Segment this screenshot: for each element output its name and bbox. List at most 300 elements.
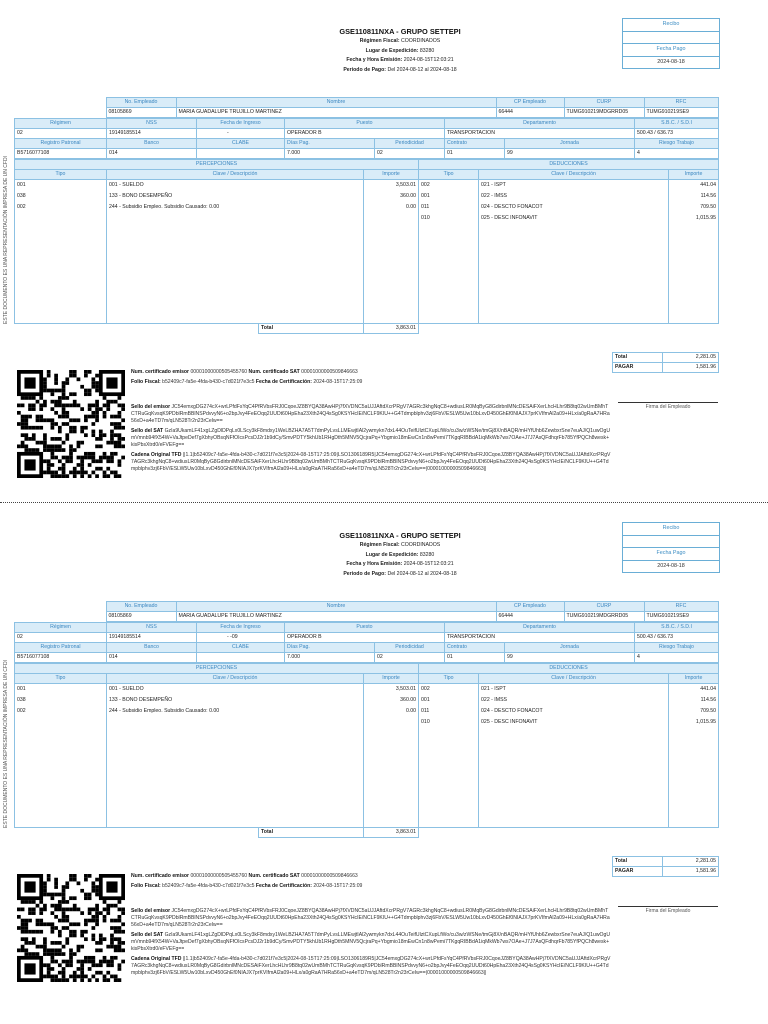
- company-title: GSE110811NXA - GRUPO SETTEPI: [339, 531, 461, 540]
- qr-module: [99, 407, 103, 411]
- qr-module: [54, 374, 58, 378]
- qr-module: [43, 441, 47, 445]
- qr-module: [103, 956, 107, 960]
- qr-module: [114, 433, 118, 437]
- qr-module: [118, 404, 122, 408]
- qr-module: [69, 952, 73, 956]
- qr-module: [88, 452, 92, 456]
- qr-module: [21, 900, 25, 904]
- qr-module: [91, 915, 95, 919]
- qr-module: [51, 437, 55, 441]
- qr-module: [88, 956, 92, 960]
- qr-module: [103, 908, 107, 912]
- qr-module: [54, 404, 58, 408]
- qr-module: [39, 919, 43, 923]
- qr-module: [24, 937, 28, 941]
- qr-module: [88, 474, 92, 478]
- list-item: 360.00: [400, 193, 417, 199]
- qr-module: [114, 945, 118, 949]
- qr-module: [47, 471, 51, 475]
- qr-module: [65, 396, 69, 400]
- qr-module: [80, 930, 84, 934]
- qr-module: [36, 415, 40, 419]
- qr-module: [62, 885, 66, 889]
- receipt-copy-2: [0, 504, 768, 1004]
- qr-module: [91, 456, 95, 460]
- qr-module: [91, 433, 95, 437]
- qr-module: [84, 919, 88, 923]
- qr-module: [106, 456, 110, 460]
- qr-module: [54, 422, 58, 426]
- qr-module: [58, 908, 62, 912]
- qr-module: [103, 404, 107, 408]
- qr-module: [80, 945, 84, 949]
- qr-module: [91, 885, 95, 889]
- cadena-original: ||1.1|b52409c7-fa5e-4fda-b430-c7d021f7e3c5|2024-08-15T17:25:09|LSO1306189R5|JC54emxgDG274cX+wrLPfdFsYqC4PfRVbsFRJ0CqoeJZ8BYQA38AwHPj7fXVDNC5aUJJAftdXcrPRgV7AGRc3khgNqC8+wdiusLR0MqByG8GdirbnlMNcDESAiFXerLhcHLhr9B8tq02wUmBMhTCTRuGqKvsqK9PDblRmBBlNSPdvvyN6+o2bpJvy4FeEOqq2UUDt60HpEha23Xth24Q4sSg0KSYHcIE/NCLF9KIU++G4Tdmpblphv3zj6FbV/ESLW5Uw10bLxvD450GhEf0NIAJX7prKVIfmAl2a09+HLx/a0gRaA7HRa56xD+a4eTD7m/qLN528Tr2n23rCeIw==|00001000000509846663||: [131, 956, 611, 976]
- qr-module: [65, 474, 69, 478]
- qr-module: [58, 893, 62, 897]
- qr-finder: [24, 881, 35, 892]
- qr-module: [54, 878, 58, 882]
- qr-module: [21, 948, 25, 952]
- qr-module: [88, 967, 92, 971]
- qr-module: [43, 952, 47, 956]
- qr-module: [39, 922, 43, 926]
- qr-module: [118, 948, 122, 952]
- qr-module: [28, 952, 32, 956]
- qr-module: [28, 396, 32, 400]
- qr-module: [24, 448, 28, 452]
- qr-module: [114, 441, 118, 445]
- qr-module: [65, 881, 69, 885]
- qr-module: [21, 441, 25, 445]
- qr-module: [110, 937, 114, 941]
- qr-module: [47, 444, 51, 448]
- qr-module: [47, 374, 51, 378]
- qr-module: [62, 893, 66, 897]
- qr-module: [43, 881, 47, 885]
- qr-module: [39, 441, 43, 445]
- list-item: 002: [421, 686, 430, 692]
- qr-module: [24, 900, 28, 904]
- qr-module: [69, 392, 73, 396]
- qr-module: [43, 885, 47, 889]
- list-item: 001: [17, 686, 26, 692]
- qr-module: [62, 456, 66, 460]
- qr-module: [47, 874, 51, 878]
- qr-module: [21, 919, 25, 923]
- qr-module: [95, 893, 99, 897]
- list-item: 022 - IMSS: [481, 193, 507, 199]
- qr-module: [99, 971, 103, 975]
- qr-module: [103, 919, 107, 923]
- qr-module: [73, 474, 77, 478]
- qr-module: [54, 881, 58, 885]
- qr-module: [77, 441, 81, 445]
- qr-finder: [106, 881, 117, 892]
- qr-module: [88, 911, 92, 915]
- qr-finder: [24, 377, 35, 388]
- qr-module: [24, 418, 28, 422]
- qr-module: [106, 474, 110, 478]
- qr-module: [73, 418, 77, 422]
- qr-module: [54, 474, 58, 478]
- qr-module: [43, 904, 47, 908]
- qr-module: [47, 963, 51, 967]
- qr-module: [24, 437, 28, 441]
- qr-module: [118, 937, 122, 941]
- qr-module: [110, 945, 114, 949]
- deducciones-title: DEDUCCIONES: [419, 160, 719, 170]
- periodo-pago: Del 2024-08-12 al 2024-08-18: [387, 66, 457, 73]
- qr-module: [47, 975, 51, 979]
- qr-module: [32, 930, 36, 934]
- qr-module: [103, 915, 107, 919]
- qr-module: [106, 908, 110, 912]
- qr-module: [43, 945, 47, 949]
- qr-module: [80, 459, 84, 463]
- lugar-expedicion: 83280: [419, 551, 435, 558]
- qr-module: [24, 396, 28, 400]
- qr-module: [103, 456, 107, 460]
- qr-module: [121, 948, 125, 952]
- sbc-sdi: 500.43 / 636.73: [635, 633, 719, 643]
- qr-module: [114, 948, 118, 952]
- qr-module: [43, 963, 47, 967]
- total-pagar: 1,581.96: [663, 867, 719, 877]
- qr-module: [69, 948, 73, 952]
- qr-module: [91, 881, 95, 885]
- qr-module: [73, 400, 77, 404]
- qr-module: [58, 904, 62, 908]
- qr-module: [39, 426, 43, 430]
- qr-module: [17, 411, 21, 415]
- qr-module: [80, 426, 84, 430]
- qr-module: [62, 978, 66, 982]
- jornada: 99: [505, 653, 635, 663]
- qr-module: [99, 911, 103, 915]
- qr-module: [84, 874, 88, 878]
- header: GSE110811NXA - GRUPO SETTEPI Régimen Fiscal: COORDINADOS Lugar de Expedición: 83280 Fecha y Hora Emisión: 2024-08-15T12:03:21 Periodo de Pago: Del 2024-08-12 al 2024-08-18: [300, 26, 500, 75]
- qr-module: [106, 459, 110, 463]
- qr-module: [32, 941, 36, 945]
- qr-module: [110, 400, 114, 404]
- qr-module: [32, 448, 36, 452]
- qr-module: [91, 919, 95, 923]
- clabe: [197, 653, 285, 663]
- qr-module: [99, 437, 103, 441]
- qr-module: [95, 878, 99, 882]
- qr-module: [65, 919, 69, 923]
- qr-module: [51, 456, 55, 460]
- qr-module: [39, 396, 43, 400]
- qr-module: [84, 433, 88, 437]
- qr-module: [47, 467, 51, 471]
- deducciones-total: 2,281.05: [663, 857, 719, 867]
- qr-module: [91, 452, 95, 456]
- qr-module: [91, 459, 95, 463]
- qr-module: [69, 418, 73, 422]
- departamento: TRANSPORTACION: [445, 129, 635, 139]
- qr-module: [62, 975, 66, 979]
- list-item: 002: [421, 182, 430, 188]
- qr-module: [36, 441, 40, 445]
- qr-module: [43, 975, 47, 979]
- qr-module: [77, 404, 81, 408]
- qr-module: [91, 422, 95, 426]
- qr-module: [69, 426, 73, 430]
- cfdi-info: Num. certificado emisor 00001000000505455760 Num. certificado SAT 00001000000509846663 Folio Fiscal: b52409c7-fa5e-4fda-b430-c7d021f7e3c5 Fecha de Certificación: 2024-08-15T17:25:09 Sello del emisor JC54emxgDG274cX+wrLPfdFsYqC4PfRVbsFRJ0CqoeJZ8BYQA38AwHPj7fXVDNC5aUJJAftdXcrPRgV7AGRc3khgNqC8+wdiusLR0MqByG8GdirbnlMNcDESAiFXerLhcHLhr9B8tq02wUmBMhTCTRuGqKvsqK9PDblRmBBlNSPdvvyN6+o2bpJvy4FeEOqq2UUDt60HpEha23Xth24Q4sSg0KSYHcIE/NCLF9KIU++G4Tdmpblphv3zj6FbV/ESLW5Uw10bLxvD450GhEf0NIAJX7prKVIfmAl2a09+HLx/a0gRaA7HRa56xD+a4eTD7m/qLN528Tr2n23rCeIw== Sello del SAT GzIa9UkamLF41xgLZgDlDPqLx0LScy3kF8mdxy1WeLBZHA7A5T7dmPyLvsLLMEwjtIAl2ywmykn7dxL44OuTeifUlztCXupLfWo/cu3w/zWSNe/tmGj8X/nBAQR/mHYfUhb6ZewbxrSne7euAJ/Q1uwOgUmVmnb94fX54W+VaJtpeDef7gXbhyOBsqNFfOIcsPcsDJ2r1b9dCy/SmvPDTY5khUb1RHgDth5MNV5QcjraPq+Ybgmio18mEwCn1n8wPemi7TKgqRIBBdA1iqMkWb7ws7OAe+J7J7AsQFdhqrFb785YfPQCh8wesk+kisPbsXtrd0/eFVEFg== Cadena Original TFD ||1.1|b52409c7-fa5e-4fda-b430-c7d021f7e3c5|2024-08-15T17:25:09|LSO1306189R5|JC54emxgDG274cX+wrLPfdFsYqC4PfRVbsFRJ0CqoeJZ8BYQA38AwHPj7fXVDNC5aUJJAftdXcrPRgV7AGRc3khgNqC8+wdiusLR0MqByG8GdirbnlMNcDESAiFXerLhcHLhr9B8tq02wUmBMhTCTRuGqKvsqK9PDblRmBBlNSPdvvyN6+o2bpJvy4FeEOqq2UUDt60HpEha23Xth24Q4sSg0KSYHcIE/NCLF9KIU++G4Tdmpblphv3zj6FbV/ESLW5Uw10bLxvD450GhEf0NIAJX7prKVIfmAl2a09+HLx/a0gRaA7HRa56xD+a4eTD7m/qLN528Tr2n23rCeIw==|00001000000509846663||: [131, 369, 611, 472]
- qr-module: [118, 978, 122, 982]
- qr-module: [77, 418, 81, 422]
- qr-module: [43, 922, 47, 926]
- firma-empleado: Firma del Empleado: [618, 402, 718, 410]
- cert-sat: 00001000000509846663: [301, 873, 358, 879]
- qr-module: [110, 452, 114, 456]
- qr-module: [51, 960, 55, 964]
- qr-module: [43, 433, 47, 437]
- qr-module: [24, 930, 28, 934]
- qr-module: [39, 404, 43, 408]
- qr-module: [69, 459, 73, 463]
- qr-module: [21, 945, 25, 949]
- qr-module: [106, 971, 110, 975]
- qr-module: [54, 448, 58, 452]
- qr-module: [36, 919, 40, 923]
- qr-module: [118, 945, 122, 949]
- list-item: 3,503.01: [395, 686, 417, 692]
- qr-module: [73, 904, 77, 908]
- cert-emisor: 00001000000505455760: [190, 369, 248, 375]
- qr-module: [91, 889, 95, 893]
- qr-module: [24, 922, 28, 926]
- side-legend: ESTE DOCUMENTO ES UNA REPRESENTACIÓN IMPRESA DE UN CFDI: [3, 156, 9, 324]
- list-item: 038: [17, 697, 26, 703]
- qr-module: [65, 459, 69, 463]
- qr-module: [54, 952, 58, 956]
- qr-module: [73, 930, 77, 934]
- qr-module: [58, 389, 62, 393]
- list-item: 0.00: [405, 204, 417, 210]
- qr-module: [47, 967, 51, 971]
- qr-module: [88, 874, 92, 878]
- contrato: 01: [445, 653, 505, 663]
- qr-module: [65, 415, 69, 419]
- qr-module: [62, 467, 66, 471]
- qr-module: [47, 459, 51, 463]
- qr-module: [95, 385, 99, 389]
- qr-module: [114, 426, 118, 430]
- qr-module: [88, 389, 92, 393]
- qr-module: [21, 937, 25, 941]
- contrato: 01: [445, 149, 505, 159]
- qr-module: [110, 926, 114, 930]
- qr-module: [103, 900, 107, 904]
- qr-module: [118, 915, 122, 919]
- qr-module: [43, 948, 47, 952]
- sello-emisor: JC54emxgDG274cX+wrLPfdFsYqC4PfRVbsFRJ0CqoeJZ8BYQA38AwHPj7fXVDNC5aUJJAftdXcrPRgV7AGRc3khgNqC8+wdiusLR0MqByG8GdirbnlMNcDESAiFXerLhcHLhr9B8tq02wUmBMhTCTRuGqKvsqK9PDblRmBBlNSPdvvyN6+o2bpJvy4FeEOqq2UUDt60HpEha23Xth24Q4sSg0KSYHcIE/NCLF9KIU++G4Tdmpblphv3zj6FbV/ESLW5Uw10bLxvD450GhEf0NIAJX7prKVIfmAl2a09+HLx/a0gRaA7HRa56xD+a4eTD7m/qLN528Tr2n23rCeIw==: [131, 908, 610, 928]
- list-item: 001 - SUELDO: [109, 182, 144, 188]
- sello-sat: GzIa9UkamLF41xgLZgDlDPqLx0LScy3kF8mdxy1WeLBZHA7A5T7dmPyLvsLLMEwjtIAl2ywmykn7dxL44OuTeifUlztCXupLfWo/cu3w/zWSNe/tmGj8X/nBAQR/mHYfUhb6ZewbxrSne7euAJ/Q1uwOgUmVmnb94fX54W+VaJtpeDef7gXbhyOBsqNFfOIcsPcsDJ2r1b9dCy/SmvPDTY5khUb1RHgDth5MNV5QcjraPq+Ybgmio18mEwCn1n8wPemi7TKgqRIBBdA1iqMkWb7ws7OAe+J7J7AsQFdhqrFb785YfPQCh8wesk+kisPbsXtrd0/eFVEFg==: [131, 428, 610, 448]
- list-item: 010: [421, 215, 430, 221]
- qr-module: [110, 437, 114, 441]
- qr-module: [32, 911, 36, 915]
- regimen: 02: [15, 129, 107, 139]
- qr-module: [106, 407, 110, 411]
- qr-module: [95, 389, 99, 393]
- qr-module: [69, 878, 73, 882]
- qr-module: [62, 404, 66, 408]
- qr-module: [32, 900, 36, 904]
- qr-module: [95, 941, 99, 945]
- qr-module: [69, 956, 73, 960]
- list-item: 025 - DESC INFONAVIT: [481, 719, 538, 725]
- qr-module: [73, 975, 77, 979]
- qr-module: [58, 437, 62, 441]
- qr-module: [51, 463, 55, 467]
- list-item: 709.50: [700, 708, 717, 714]
- qr-module: [84, 960, 88, 964]
- qr-module: [58, 934, 62, 938]
- qr-module: [118, 444, 122, 448]
- qr-module: [80, 441, 84, 445]
- qr-module: [99, 963, 103, 967]
- qr-module: [36, 426, 40, 430]
- qr-module: [51, 952, 55, 956]
- qr-module: [54, 908, 58, 912]
- list-item: 038: [17, 193, 26, 199]
- qr-module: [95, 415, 99, 419]
- qr-module: [110, 415, 114, 419]
- departamento: TRANSPORTACION: [445, 633, 635, 643]
- qr-module: [91, 471, 95, 475]
- cut-line: [0, 502, 768, 503]
- qr-module: [51, 426, 55, 430]
- folio-fiscal: b52409c7-fa5e-4fda-b430-c7d021f7e3c5: [162, 883, 255, 889]
- qr-module: [84, 937, 88, 941]
- qr-module: [51, 978, 55, 982]
- qr-module: [17, 926, 21, 930]
- cp-empleado: 66444: [496, 612, 564, 622]
- qr-module: [91, 381, 95, 385]
- qr-module: [121, 444, 125, 448]
- qr-module: [62, 463, 66, 467]
- percepciones-total: 3,863.01: [364, 324, 419, 334]
- qr-module: [80, 474, 84, 478]
- qr-module: [28, 415, 32, 419]
- qr-module: [21, 422, 25, 426]
- empleado-table: No. Empleado Nombre CP Empleado CURP RFC 08105869 MARIA GUADALUPE TRUJILLO MARTINEZ 66444 TUMG910219MDGRRD05 TUMG910219SE9: [14, 97, 719, 118]
- qr-module: [43, 444, 47, 448]
- qr-module: [17, 908, 21, 912]
- qr-module: [91, 415, 95, 419]
- qr-module: [114, 956, 118, 960]
- lugar-expedicion: 83280: [419, 47, 435, 54]
- qr-module: [73, 922, 77, 926]
- qr-module: [103, 471, 107, 475]
- qr-module: [47, 971, 51, 975]
- qr-module: [95, 404, 99, 408]
- list-item: 441.04: [700, 686, 717, 692]
- qr-module: [121, 922, 125, 926]
- qr-module: [32, 407, 36, 411]
- qr-module: [121, 908, 125, 912]
- qr-module: [91, 385, 95, 389]
- qr-module: [106, 911, 110, 915]
- list-item: 001: [421, 193, 430, 199]
- qr-module: [77, 948, 81, 952]
- side-legend: ESTE DOCUMENTO ES UNA REPRESENTACIÓN IMPRESA DE UN CFDI: [3, 660, 9, 828]
- qr-module: [65, 937, 69, 941]
- qr-module: [47, 418, 51, 422]
- qr-module: [84, 418, 88, 422]
- periodo-pago: Del 2024-08-12 al 2024-08-18: [387, 570, 457, 577]
- qr-module: [58, 900, 62, 904]
- qr-module: [77, 471, 81, 475]
- qr-module: [28, 448, 32, 452]
- qr-module: [118, 900, 122, 904]
- qr-module: [43, 941, 47, 945]
- qr-module: [36, 922, 40, 926]
- qr-code: [17, 370, 125, 478]
- qr-module: [51, 444, 55, 448]
- qr-module: [28, 426, 32, 430]
- qr-module: [121, 960, 125, 964]
- qr-module: [58, 919, 62, 923]
- nombre-empleado: MARIA GUADALUPE TRUJILLO MARTINEZ: [176, 612, 496, 622]
- qr-module: [91, 411, 95, 415]
- deducciones-totals: Total 2,281.05 PAGAR 1,581.96: [612, 856, 718, 877]
- qr-module: [73, 370, 77, 374]
- qr-module: [65, 456, 69, 460]
- qr-module: [65, 404, 69, 408]
- qr-module: [51, 941, 55, 945]
- qr-module: [106, 467, 110, 471]
- list-item: 244 - Subsidio Empleo. Subsidio Causado: 0.00: [109, 204, 220, 210]
- banco: 014: [107, 149, 197, 159]
- banco: 014: [107, 653, 197, 663]
- list-item: 001: [421, 697, 430, 703]
- qr-module: [99, 934, 103, 938]
- qr-module: [51, 911, 55, 915]
- qr-module: [103, 474, 107, 478]
- clabe: [197, 149, 285, 159]
- qr-module: [110, 904, 114, 908]
- qr-module: [77, 444, 81, 448]
- qr-module: [43, 400, 47, 404]
- qr-module: [91, 404, 95, 408]
- qr-module: [28, 911, 32, 915]
- qr-module: [118, 474, 122, 478]
- qr-module: [62, 448, 66, 452]
- qr-module: [91, 377, 95, 381]
- qr-module: [51, 930, 55, 934]
- qr-module: [51, 389, 55, 393]
- qr-module: [69, 896, 73, 900]
- qr-module: [24, 422, 28, 426]
- riesgo-trabajo: 4: [635, 149, 719, 159]
- qr-module: [118, 908, 122, 912]
- qr-module: [84, 452, 88, 456]
- qr-module: [24, 415, 28, 419]
- qr-module: [21, 433, 25, 437]
- qr-module: [54, 893, 58, 897]
- qr-module: [95, 444, 99, 448]
- qr-module: [73, 404, 77, 408]
- qr-module: [88, 896, 92, 900]
- qr-module: [77, 960, 81, 964]
- list-item: 002: [17, 204, 26, 210]
